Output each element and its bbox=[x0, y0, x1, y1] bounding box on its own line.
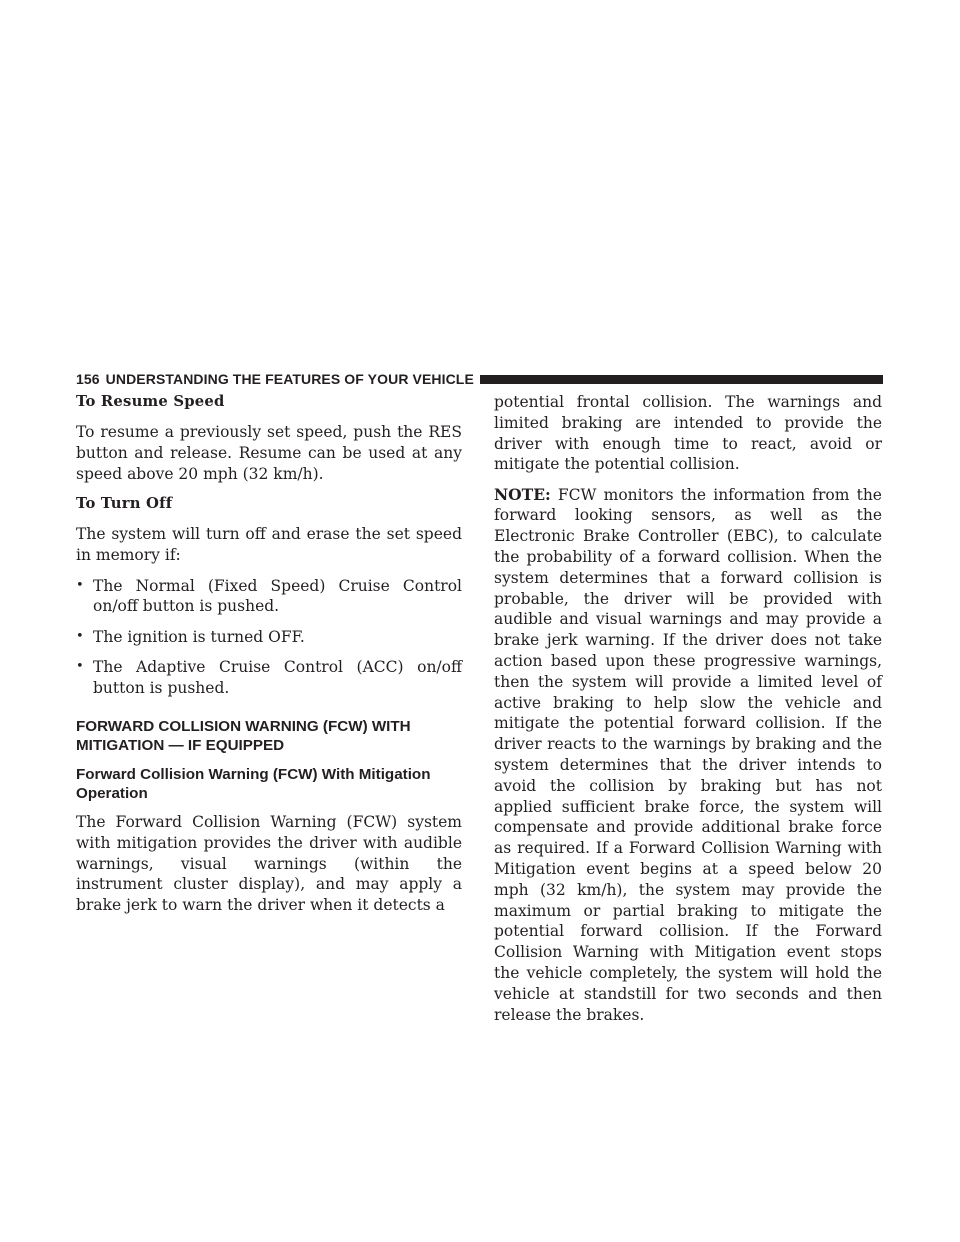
chapter-title: UNDERSTANDING THE FEATURES OF YOUR VEHICLE bbox=[105, 371, 474, 387]
continued-paragraph: potential frontal collision. The warnings and limited braking are intended to provide the driver with enough time to react, avoid or mitigate the potential collision. bbox=[494, 393, 882, 474]
resume-speed-heading: To Resume Speed bbox=[76, 393, 225, 410]
left-column bbox=[76, 392, 462, 926]
note-text: FCW monitors the information from the forward looking sensors, as well as the Electronic Brake Controller (EBC), to calculate the probability of a forward collision. When the system determines that a forward collision is probable, the driver will be provided with audible and visual warnings and may provide a brake jerk warning. If the driver does not take action based upon these progressive warnings, then the system will provide a limited level of active braking to help slow the vehicle and mitigate the potential forward collision. If the driver reacts to the warnings by braking and the system determines that the driver intends to avoid the collision by braking but has not applied sufficient brake force, the system will compensate and provide additional brake force as required. If a Forward Collision Warning with Mitigation event begins at a speed below 20 mph (32 km/h), the system may provide the maximum or partial braking to mitigate the potential forward collision. If the Forward Collision Warning with Mitigation event stops the vehicle completely, the system will hold the vehicle at standstill for two seconds and then release the brakes. bbox=[494, 485, 882, 1024]
note-label: NOTE: bbox=[494, 484, 551, 504]
turn-off-heading: To Turn Off bbox=[76, 495, 173, 513]
bullet-icon: • bbox=[76, 658, 84, 674]
resume-speed-paragraph: To resume a previously set speed, push the RES button and release. Resume can be used at any speed above 20 mph (32 km/h). bbox=[76, 423, 462, 483]
bullet-icon: • bbox=[76, 577, 84, 593]
turn-off-paragraph: The system will turn off and erase the set speed in memory if: bbox=[76, 525, 462, 565]
subsection-heading: Forward Collision Warning (FCW) With Mitigation Operation bbox=[76, 765, 431, 802]
page-header bbox=[76, 368, 883, 390]
section-heading: FORWARD COLLISION WARNING (FCW) WITH MITIGATION — IF EQUIPPED bbox=[76, 717, 411, 754]
right-column bbox=[494, 392, 882, 1035]
bullet-item bbox=[76, 576, 462, 618]
bullet-text: The Normal (Fixed Speed) Cruise Control on/off button is pushed. bbox=[93, 576, 462, 616]
note-paragraph bbox=[494, 485, 882, 1026]
fcw-paragraph: The Forward Collision Warning (FCW) system with mitigation provides the driver with audible warnings, visual warnings (within the instrument cluster display), and may apply a brake jerk to warn the driver when it detects a bbox=[76, 813, 462, 915]
bullet-icon: • bbox=[76, 628, 84, 644]
bullet-text: The Adaptive Cruise Control (ACC) on/off button is pushed. bbox=[93, 657, 462, 697]
bullet-item bbox=[76, 657, 462, 699]
page-number: 156 bbox=[76, 371, 100, 387]
header-rule bbox=[480, 375, 883, 384]
bullet-text: The ignition is turned OFF. bbox=[93, 627, 305, 646]
bullet-item bbox=[76, 627, 462, 648]
